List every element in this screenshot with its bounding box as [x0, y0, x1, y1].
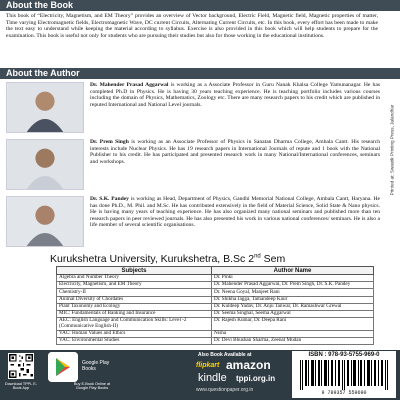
author-1-description: is working as a Associate Professor in Guru Nanak Khalsa College Yamunanagar. He has completed Ph.D in Physics. He is having 30 years teaching experience. He is teaching portfolio includes various courses including the domain of Physics, Mathematics, Zoology etc. There are many research papers to his credit which are published in reputed International and National Level journals.: [90, 82, 381, 108]
university-title-sup: nd: [254, 253, 261, 260]
university-title: [50, 253, 380, 265]
subject-cell: Electricity, Magnetism, and EM Theory: [57, 282, 212, 289]
subject-cell: AEC: English Language and Communication Skills: Level -2 (Communicative English-II): [57, 318, 212, 331]
author-3-name: Dr. S.K. Pandey: [90, 196, 129, 202]
table-row: [57, 282, 374, 289]
barcode-icon: [300, 360, 388, 390]
author-cell: Dr. Mahender Prasad Aggarwal, Dr. Prem Singh, Dr. S.K. Pandey: [212, 282, 374, 289]
author-cell: Dr. Pinki: [212, 275, 374, 282]
printer-side-note: [386, 70, 398, 230]
about-book-text: This book of “Electricity, Magnetism, and EM Theory” provides an overview of Vector background, Electric Field, Magnetic field, Magnetic properties of matter, Time varying Electromagnetic fields, Electromagnetic Wave, DC current Circuits, Alternating Current Circuits, etc. In this book, every effort has been made to make the text easy to understand while keeping the material according to syllabus. Exercise is also provided in this book which will help students to prepare for the examination. This book is useful not only for students who are pursuing their studies but also for those working in the educational institutions.: [6, 13, 378, 39]
google-play-label-line2: Books: [82, 366, 96, 372]
subject-cell: MIC: Fundamentals of Banking and Insurance: [57, 310, 212, 317]
university-title-main: Kurukshetra University, Kurukshetra, B.Sc 2: [50, 253, 255, 265]
author-2-bio: [90, 139, 380, 165]
subject-cell: Algebra and Number Theory: [57, 275, 212, 282]
author-3-description: is working as Head, Department of Physics, Gandhi Memorial National College, Ambala Cantt, Haryana. He has done Ph.D., M. Phil. and M.Sc. He has contributed extensively in the field of Material Science, Solid State & Nano physics. He is having many years of teaching experience. He has also organized many national seminars and published more than ten research papers in peer reviewed journals. He has also presented his work in various national conferences/ seminars. He is also a life member of several scientific organisations.: [90, 196, 380, 229]
author-3-photo: [6, 196, 84, 247]
subject-cell: Animal Diversity of Chordates: [57, 296, 212, 303]
kindle-logo[interactable]: kindle: [198, 372, 227, 384]
table-header-author: Author Name: [212, 267, 374, 275]
author-cell: Dr. Rajesh Kumar, Dr. Deepa Rani: [212, 318, 374, 331]
author-cell: Dr. Kuldeep Yadav, Dr. Anju Tanwar, Dr. Ramashwar Grewal: [212, 303, 374, 310]
table-header-subjects: Subjects: [57, 267, 212, 275]
table-row: [57, 289, 374, 296]
google-play-books-icon[interactable]: [48, 352, 78, 382]
author-2-description: is working as an Associate Professor of Physics in Sanatan Dharma College, Ambala Cantt. His research interests include Nuclear Physics. He has 19 research papers in International Journals of repute and 1 book with the National Publisher to his credit. He has participated and presented research work in many National/International conferences, seminars and workshops.: [90, 139, 380, 165]
tppi-link[interactable]: tppi.org.in: [236, 374, 276, 383]
google-play-label-line1: Google Play: [82, 360, 110, 366]
website-link[interactable]: www.questionpaper.org.in: [196, 387, 254, 393]
subject-cell: Plant Taxonomy and Ecology: [57, 303, 212, 310]
also-available-label: Also Book Available at: [198, 352, 252, 358]
isbn-text: ISBN : 978-93-5755-969-0: [308, 352, 380, 358]
author-cell: Dr. Neena Goyal, Manjeet Rani: [212, 289, 374, 296]
isbn-barcode-box: [292, 351, 396, 398]
google-play-label: [82, 360, 109, 372]
subject-cell: VAC: Environmental Studies: [57, 338, 212, 345]
author-3-bio: [90, 196, 380, 229]
author-1-photo: [6, 82, 84, 133]
qr-code-icon[interactable]: [8, 353, 34, 379]
author-cell: Dr. Shikha Jagga, Tamandeep Kaur: [212, 296, 374, 303]
about-book-heading: About the Book: [0, 0, 400, 11]
printer-side-text: Printed at: Swastik Printing Press, Jalandhar: [389, 104, 395, 196]
subjects-table: [56, 266, 374, 345]
barcode-number: 9 789357 559690: [321, 390, 367, 396]
author-cell: Nisha: [212, 330, 374, 337]
author-2-photo: [6, 139, 84, 190]
table-header-row: [57, 267, 374, 275]
author-1-name: Dr. Mahender Prasad Aggarwal: [90, 82, 169, 88]
author-cell: Dr. Devi Bhushan Sharma, Zeenat Mudan: [212, 338, 374, 345]
author-1-bio: [90, 82, 380, 108]
subject-cell: VAC: Human Values and Ethics: [57, 330, 212, 337]
flipkart-logo[interactable]: flipkart: [196, 362, 220, 369]
table-row: [57, 338, 374, 345]
amazon-logo[interactable]: amazon: [226, 358, 271, 372]
about-author-heading: About the Author: [0, 68, 400, 79]
university-title-suffix: Sem: [260, 253, 286, 265]
author-cell: Dr. Seema Singhal, Seema Aggarwal: [212, 310, 374, 317]
author-2-name: Dr. Prem Singh: [90, 139, 129, 145]
qr-caption: Download TPPL E-Book App: [4, 382, 38, 391]
subject-cell: Chemistry-II: [57, 289, 212, 296]
table-row: [57, 318, 374, 331]
google-play-caption: Buy E-Book Online at Google Play Books: [73, 382, 111, 391]
